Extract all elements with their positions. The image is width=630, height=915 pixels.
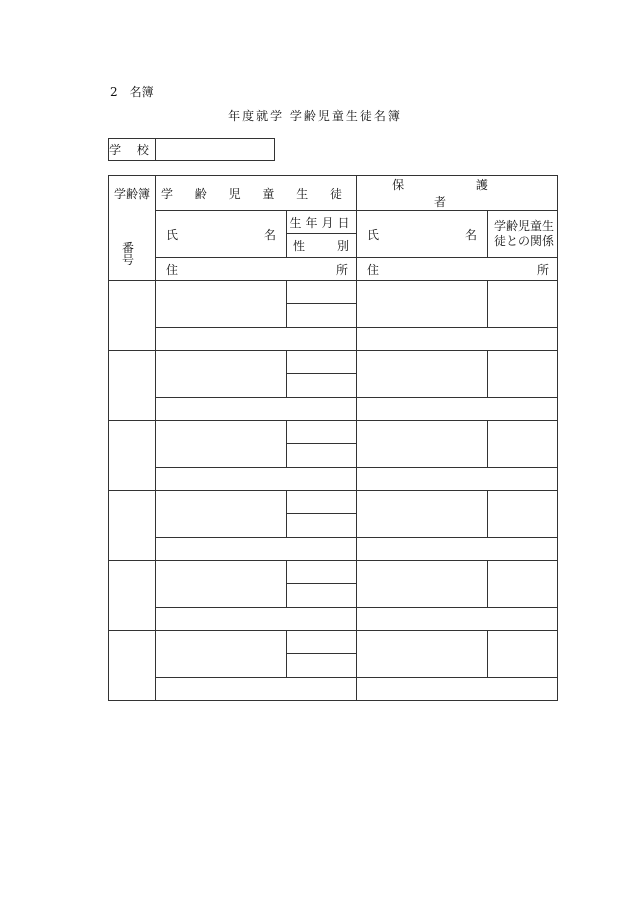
dob-cell[interactable] — [287, 281, 357, 304]
roster-entry-row — [109, 631, 558, 654]
roster-entry-row — [109, 608, 558, 631]
sex-header-left: 性 — [293, 239, 306, 253]
guardian-group-header: 保 護 者 — [357, 176, 558, 211]
roster-number-cell[interactable] — [109, 491, 156, 561]
roster-entry-row — [109, 468, 558, 491]
school-field[interactable] — [156, 139, 275, 161]
relation-header — [488, 211, 558, 258]
guardian-address-cell[interactable] — [357, 538, 558, 561]
student-name-cell[interactable] — [156, 421, 287, 468]
roster-number-cell[interactable] — [109, 351, 156, 421]
student-name-header — [156, 211, 287, 258]
roster-entry-row — [109, 281, 558, 304]
roster-number-header-top: 学齢簿 — [113, 187, 150, 201]
school-table — [108, 138, 275, 161]
relation-cell[interactable] — [488, 491, 558, 538]
guardian-address-cell[interactable] — [357, 468, 558, 491]
guardian-name-header — [357, 211, 488, 258]
guardian-address-header-right: 所 — [536, 262, 549, 277]
guardian-address-header — [357, 258, 558, 281]
guardian-name-header-right: 名 — [464, 227, 477, 242]
student-address-header-right: 所 — [335, 262, 348, 277]
sex-cell[interactable] — [287, 374, 357, 398]
sex-header-right: 別 — [336, 239, 349, 253]
student-address-cell[interactable] — [156, 468, 357, 491]
student-address-header-left: 住 — [166, 262, 179, 277]
sex-cell[interactable] — [287, 304, 357, 328]
guardian-address-cell[interactable] — [357, 398, 558, 421]
student-address-header — [156, 258, 357, 281]
relation-cell[interactable] — [488, 561, 558, 608]
student-address-cell[interactable] — [156, 398, 357, 421]
guardian-name-cell[interactable] — [357, 281, 488, 328]
roster-number-header — [109, 176, 156, 281]
roster-entry-row — [109, 678, 558, 701]
guardian-address-cell[interactable] — [357, 678, 558, 701]
dob-header: 生年月日 — [287, 211, 357, 234]
sex-cell[interactable] — [287, 444, 357, 468]
dob-cell[interactable] — [287, 421, 357, 444]
sex-cell[interactable] — [287, 514, 357, 538]
roster-number-cell[interactable] — [109, 281, 156, 351]
relation-cell[interactable] — [488, 281, 558, 328]
sex-cell[interactable] — [287, 584, 357, 608]
student-name-header-left: 氏 — [166, 227, 179, 242]
student-name-cell[interactable] — [156, 631, 287, 678]
relation-header-line1: 学齢児童生 — [494, 219, 555, 233]
guardian-name-cell[interactable] — [357, 491, 488, 538]
dob-cell[interactable] — [287, 561, 357, 584]
roster-entry-row — [109, 351, 558, 374]
roster-number-cell[interactable] — [109, 631, 156, 701]
dob-cell[interactable] — [287, 631, 357, 654]
roster-entry-row — [109, 538, 558, 561]
sex-cell[interactable] — [287, 654, 357, 678]
roster-entry-row — [109, 328, 558, 351]
roster-table — [108, 175, 558, 701]
guardian-name-cell[interactable] — [357, 421, 488, 468]
guardian-address-cell[interactable] — [357, 328, 558, 351]
roster-number-cell[interactable] — [109, 421, 156, 491]
roster-entry-row — [109, 398, 558, 421]
student-name-cell[interactable] — [156, 281, 287, 328]
guardian-name-cell[interactable] — [357, 631, 488, 678]
roster-entry-row — [109, 421, 558, 444]
student-name-cell[interactable] — [156, 351, 287, 398]
sex-header — [287, 234, 357, 258]
guardian-name-header-left: 氏 — [367, 227, 380, 242]
student-address-cell[interactable] — [156, 328, 357, 351]
section-label: 2 名簿 — [110, 85, 154, 99]
roster-entry-row — [109, 561, 558, 584]
student-address-cell[interactable] — [156, 538, 357, 561]
guardian-address-cell[interactable] — [357, 608, 558, 631]
student-address-cell[interactable] — [156, 678, 357, 701]
student-name-cell[interactable] — [156, 561, 287, 608]
guardian-name-cell[interactable] — [357, 561, 488, 608]
school-label: 学 校 — [109, 139, 156, 161]
roster-number-cell[interactable] — [109, 561, 156, 631]
form-title: 年度就学 学齢児童生徒名簿 — [228, 109, 402, 123]
dob-cell[interactable] — [287, 491, 357, 514]
relation-cell[interactable] — [488, 421, 558, 468]
dob-cell[interactable] — [287, 351, 357, 374]
relation-cell[interactable] — [488, 631, 558, 678]
student-name-cell[interactable] — [156, 491, 287, 538]
student-group-header: 学 齢 児 童 生 徒 — [156, 176, 357, 211]
guardian-name-cell[interactable] — [357, 351, 488, 398]
student-address-cell[interactable] — [156, 608, 357, 631]
roster-entry-row — [109, 491, 558, 514]
relation-header-line2: 徒との関係 — [494, 234, 555, 248]
roster-number-header-bottom: 番 号 — [121, 241, 142, 267]
student-name-header-right: 名 — [263, 227, 276, 242]
guardian-address-header-left: 住 — [367, 262, 380, 277]
relation-cell[interactable] — [488, 351, 558, 398]
